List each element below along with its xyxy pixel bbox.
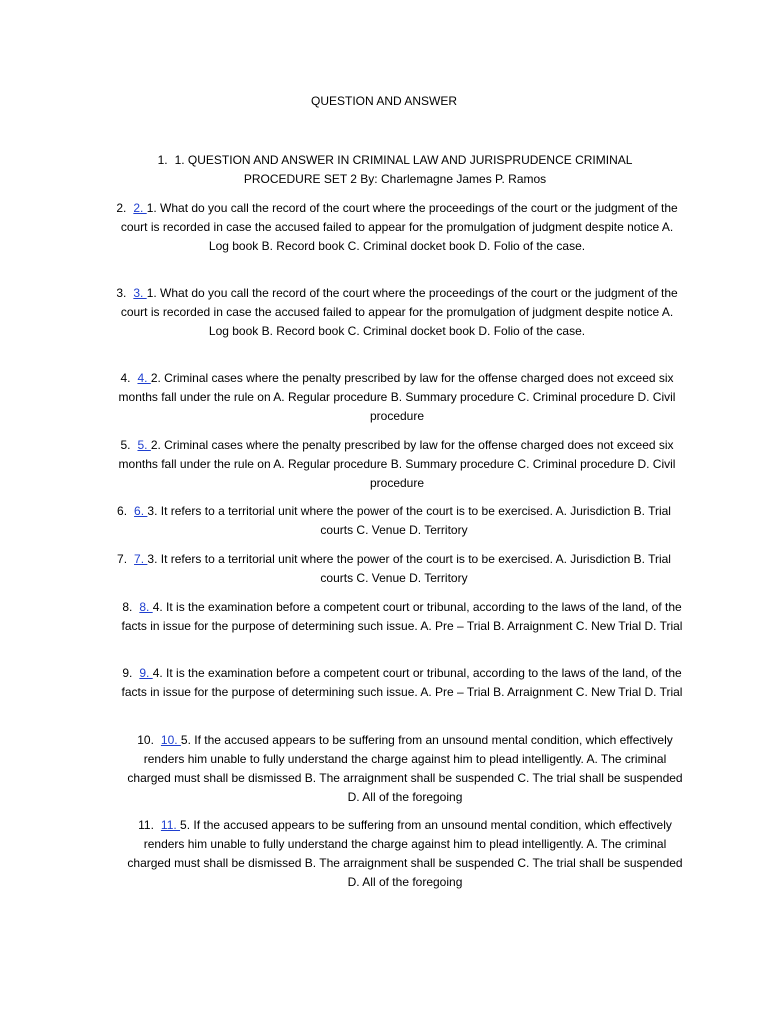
item-text: 1. What do you call the record of the court where the proceedings of the court or the judgment of the court is recorded in case the accused failed to appear for the promulgation of judgment despite notice A. Log book B. Record book C. Criminal docket book D. Folio of the case.: [120, 286, 678, 338]
item-text: 2. Criminal cases where the penalty prescribed by law for the offense charged does not exceed six months fall under the rule on A. Regular procedure B. Summary procedure C. Criminal procedure D. Civil procedure: [118, 438, 676, 490]
item-link-7[interactable]: 7.: [134, 552, 148, 566]
item-link-11[interactable]: 11.: [160, 818, 181, 832]
item-number: 10.: [137, 733, 154, 747]
item-number: 8.: [122, 600, 133, 614]
item-text: 4. It is the examination before a competent court or tribunal, according to the laws of the land, of the facts in issue for the purpose of determining such issue. A. Pre – Trial B. Arraignment C. New Trial D. Trial: [121, 666, 683, 699]
list-item-7: [104, 550, 684, 588]
item-text: 3. It refers to a territorial unit where the power of the court is to be exercised. A. Jurisdiction B. Trial courts C. Venue D. Territory: [147, 504, 671, 537]
item-text: 2. Criminal cases where the penalty prescribed by law for the offense charged does not exceed six months fall under the rule on A. Regular procedure B. Summary procedure C. Criminal procedure D. Civil procedure: [118, 371, 676, 423]
item-link-2[interactable]: 2.: [133, 201, 147, 215]
list-item-2: [112, 199, 682, 256]
list-item-11: [122, 816, 688, 892]
item-link-5[interactable]: 5.: [137, 438, 151, 452]
item-number: 4.: [120, 371, 131, 385]
item-text: 1. QUESTION AND ANSWER IN CRIMINAL LAW AND JURISPRUDENCE CRIMINAL PROCEDURE SET 2 By: Charlemagne James P. Ramos: [174, 153, 633, 186]
list-item-8: [112, 598, 692, 636]
item-text: 3. It refers to a territorial unit where the power of the court is to be exercised. A. Jurisdiction B. Trial courts C. Venue D. Territory: [147, 552, 671, 585]
item-number: 3.: [116, 286, 127, 300]
item-link-6[interactable]: 6.: [134, 504, 148, 518]
list-item-1: [120, 151, 670, 189]
item-text: 5. If the accused appears to be suffering from an unsound mental condition, which effectively renders him unable to fully understand the charge against him to plead intelligently. A. The criminal charged must shall be dismissed B. The arraignment shall be suspended C. The trial shall be suspended D. All of the foregoing: [127, 733, 683, 804]
item-number: 11.: [138, 818, 154, 832]
page-title: QUESTION AND ANSWER: [310, 94, 458, 108]
item-link-9[interactable]: 9.: [139, 666, 153, 680]
item-number: 6.: [117, 504, 128, 518]
item-number: 2.: [116, 201, 127, 215]
list-item-5: [112, 436, 682, 493]
item-link-8[interactable]: 8.: [139, 600, 153, 614]
list-item-9: [112, 664, 692, 702]
item-text: 4. It is the examination before a competent court or tribunal, according to the laws of the land, of the facts in issue for the purpose of determining such issue. A. Pre – Trial B. Arraignment C. New Trial D. Trial: [121, 600, 683, 633]
item-number: 9.: [122, 666, 133, 680]
item-number: 1.: [157, 153, 168, 167]
item-text: 1. What do you call the record of the court where the proceedings of the court or the judgment of the court is recorded in case the accused failed to appear for the promulgation of judgment despite notice A. Log book B. Record book C. Criminal docket book D. Folio of the case.: [120, 201, 678, 253]
item-link-4[interactable]: 4.: [137, 371, 151, 385]
list-item-3: [112, 284, 682, 341]
list-item-6: [104, 502, 684, 540]
list-item-4: [112, 369, 682, 426]
item-number: 7.: [117, 552, 128, 566]
item-link-10[interactable]: 10.: [160, 733, 181, 747]
list-item-10: [122, 731, 688, 807]
item-text: 5. If the accused appears to be suffering from an unsound mental condition, which effectively renders him unable to fully understand the charge against him to plead intelligently. A. The criminal charged must shall be dismissed B. The arraignment shall be suspended C. The trial shall be suspended D. All of the foregoing: [127, 818, 683, 889]
item-number: 5.: [120, 438, 131, 452]
item-link-3[interactable]: 3.: [133, 286, 147, 300]
